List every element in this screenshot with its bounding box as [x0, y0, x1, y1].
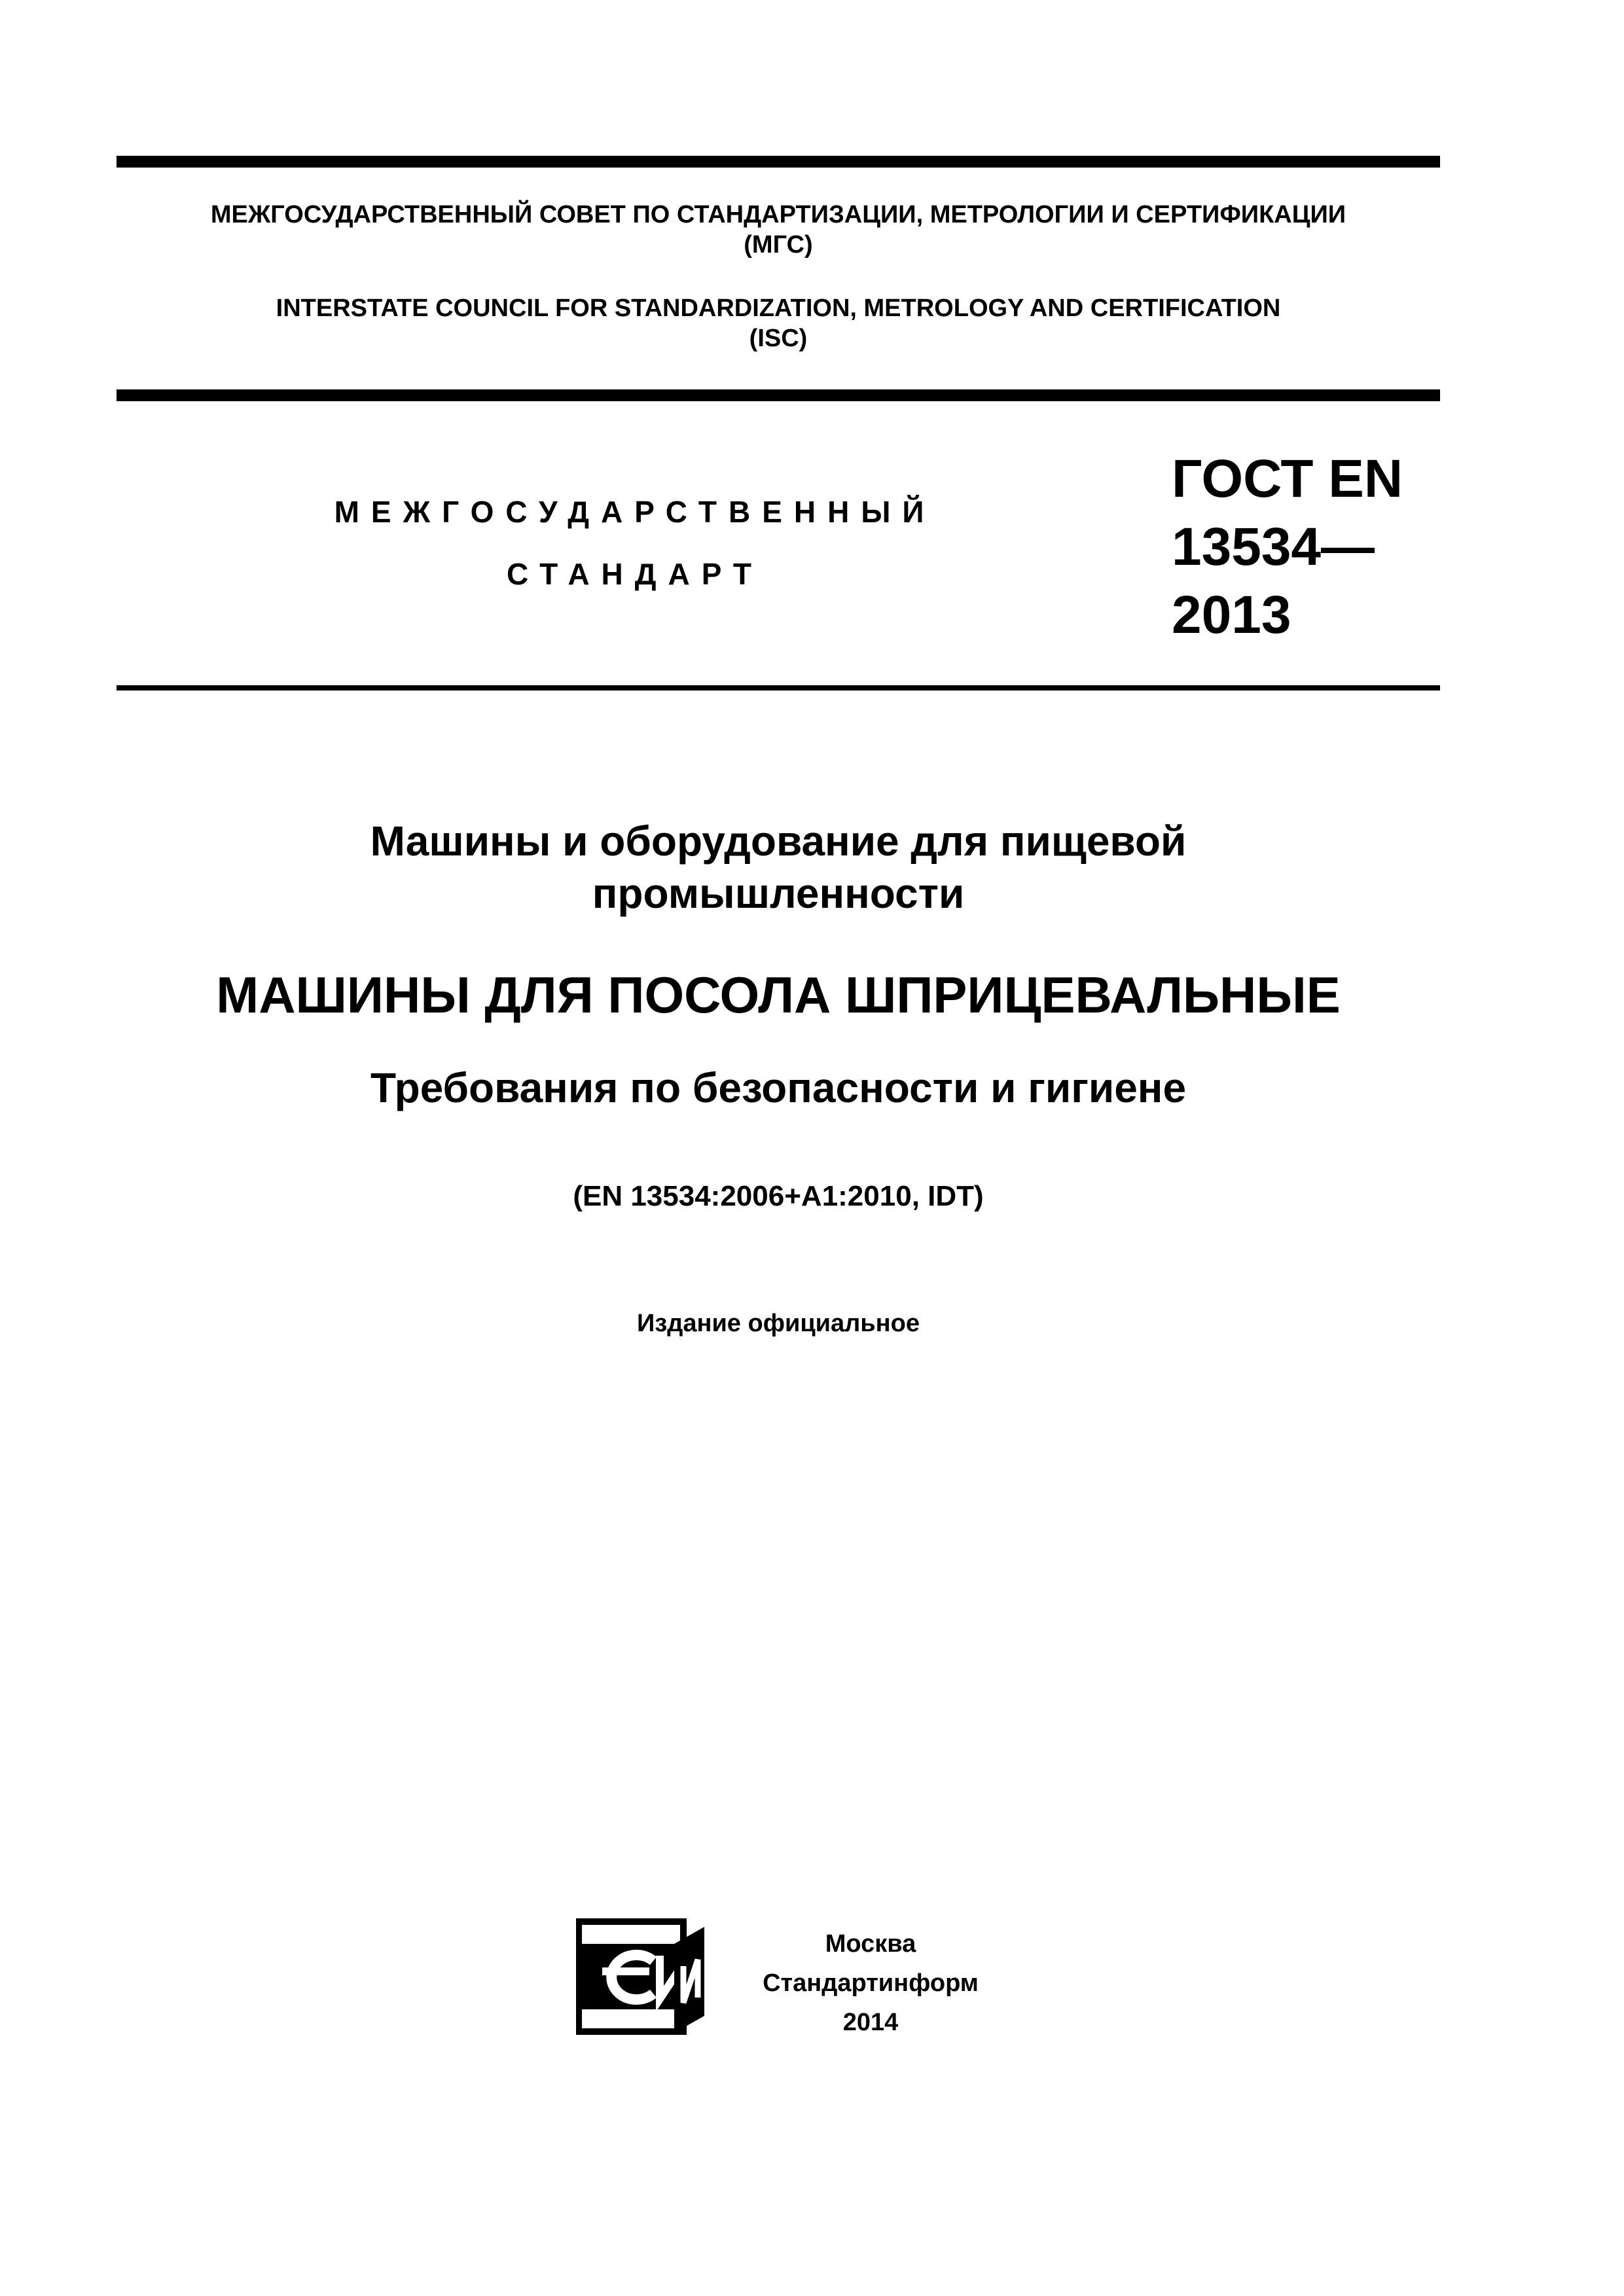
standartinform-logo-icon [576, 1918, 707, 2036]
gost-designation [1172, 445, 1447, 649]
imprint-city: Москва [825, 1930, 916, 1958]
subtitle-line1: Машины и оборудование для пищевой [370, 817, 1187, 865]
council-header-en [117, 293, 1440, 353]
imprint-publisher: Стандартинформ [763, 1969, 979, 1997]
subtitle-line2: промышленности [592, 870, 965, 917]
council-header [117, 200, 1440, 260]
standard-type-line1: МЕЖГОСУДАРСТВЕННЫЙ [334, 495, 936, 529]
gost-designation-line3: 2013 [1172, 585, 1291, 645]
designation-rule [117, 685, 1440, 691]
gost-designation-line2: 13534— [1172, 517, 1375, 577]
council-abbr-en: (ISC) [749, 325, 808, 352]
imprint-year: 2014 [842, 2009, 899, 2036]
header-rule [117, 389, 1440, 401]
council-name-ru: МЕЖГОСУДАРСТВЕННЫЙ СОВЕТ ПО СТАНДАРТИЗАЦИИ, МЕТРОЛОГИИ И СЕРТИФИКАЦИИ [210, 201, 1346, 228]
imprint [720, 1924, 1021, 2042]
council-abbr-ru: (МГС) [744, 231, 813, 259]
council-name-en: INTERSTATE COUNCIL FOR STANDARDIZATION, METROLOGY AND CERTIFICATION [276, 295, 1281, 322]
document-title: МАШИНЫ ДЛЯ ПОСОЛА ШПРИЦЕВАЛЬНЫЕ [216, 966, 1341, 1024]
gost-designation-line1: ГОСТ EN [1172, 449, 1403, 509]
standard-type-label [196, 481, 1074, 605]
standard-reference: (EN 13534:2006+A1:2010, IDT) [573, 1180, 984, 1212]
standard-type-line2: СТАНДАРТ [507, 557, 763, 591]
document-subtitle [117, 815, 1440, 920]
edition-note: Издание официальное [637, 1310, 920, 1337]
top-rule [117, 156, 1440, 168]
document-requirements: Требования по безопасности и гигиене [370, 1064, 1187, 1111]
